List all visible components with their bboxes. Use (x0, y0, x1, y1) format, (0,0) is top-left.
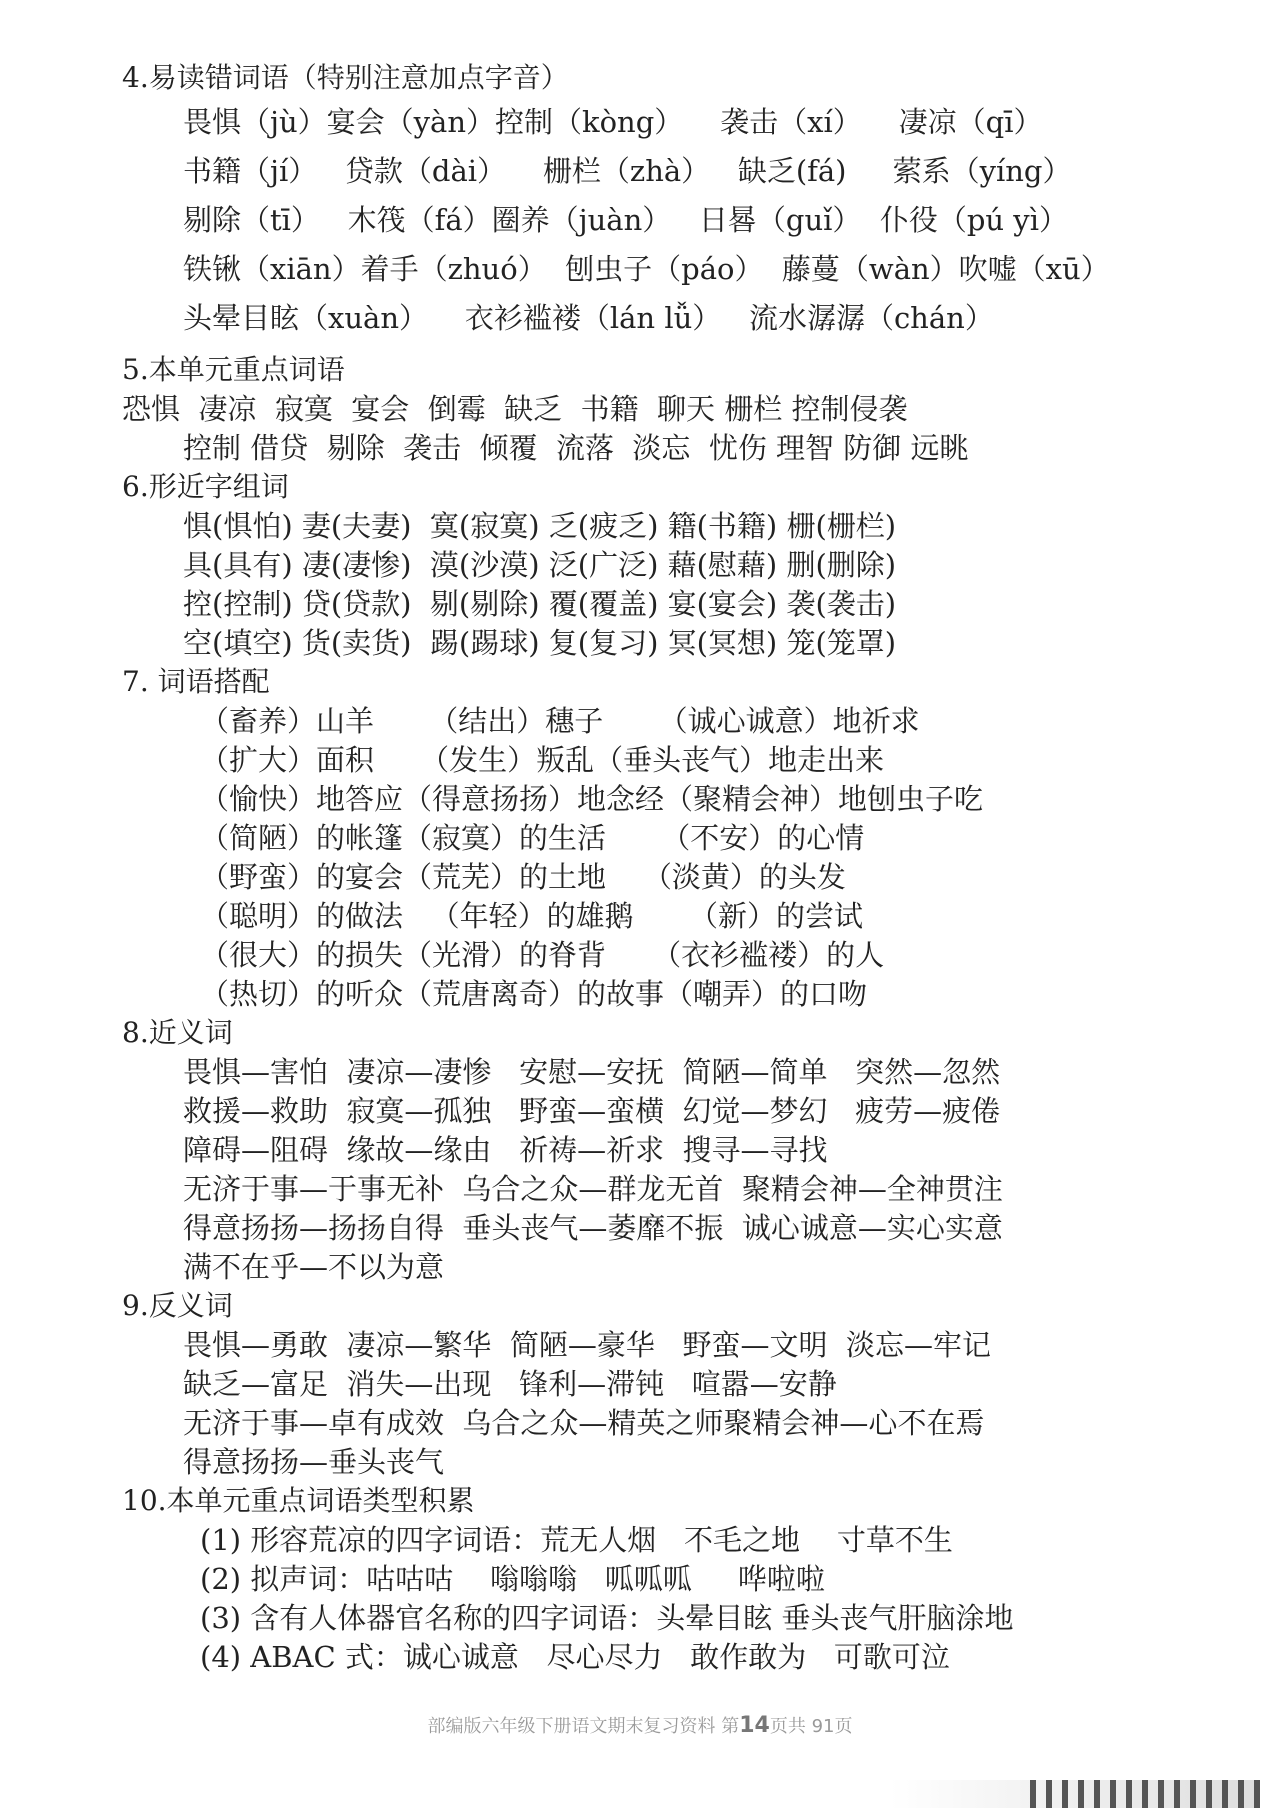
text-line-s4-5: 头晕目眩（xuàn） 衣衫褴褛（lán lǚ） 流水潺潺（chán） (183, 301, 994, 335)
section-heading-s4-0: 4.易读错词语（特别注意加点字音） (122, 61, 569, 94)
text-line-s8-3: 障碍—阻碍 缘故—缘由 祈祷—祈求 搜寻—寻找 (183, 1133, 828, 1167)
text-line-s10-1: (1) 形容荒凉的四字词语：荒无人烟 不毛之地 寸草不生 (200, 1523, 953, 1557)
section-heading-s10-0: 10.本单元重点词语类型积累 (122, 1484, 475, 1517)
text-line-s7-6: （聪明）的做法 （年轻）的雄鹅 （新）的尝试 (200, 899, 863, 933)
text-line-s8-5: 得意扬扬—扬扬自得 垂头丧气—萎靡不振 诚心诚意—实心实意 (183, 1211, 1003, 1245)
text-line-s9-4: 得意扬扬—垂头丧气 (183, 1445, 445, 1479)
footer-prefix: 部编版六年级下册语文期末复习资料 第 (427, 1716, 740, 1737)
section-heading-s7-0: 7. 词语搭配 (122, 665, 270, 698)
text-line-s9-3: 无济于事—卓有成效 乌合之众—精英之师聚精会神—心不在焉 (183, 1406, 985, 1440)
text-line-s9-2: 缺乏—富足 消失—出现 锋利—滞钝 喧嚣—安静 (183, 1367, 837, 1401)
text-line-s7-8: （热切）的听众（荒唐离奇）的故事（嘲弄）的口吻 (200, 977, 868, 1011)
text-line-s4-2: 书籍（jí） 贷款（dài） 栅栏（zhà） 缺乏(fá) 萦系（yíng） (183, 154, 1072, 188)
section-heading-s5-0: 5.本单元重点词语 (122, 353, 345, 386)
text-line-s6-3: 控(控制) 贷(贷款) 剔(剔除) 覆(覆盖) 宴(宴会) 袭(袭击) (183, 587, 897, 621)
text-line-s4-3: 剔除（tī） 木筏（fá）圈养（juàn） 日晷（guǐ） 仆役（pú yì） (183, 203, 1068, 237)
text-line-s4-1: 畏惧（jù）宴会（yàn）控制（kòng） 袭击（xí） 凄凉（qī） (183, 105, 1043, 139)
text-line-s8-2: 救援—救助 寂寞—孤独 野蛮—蛮横 幻觉—梦幻 疲劳—疲倦 (183, 1094, 1001, 1128)
text-line-s7-7: （很大）的损失（光滑）的脊背 （衣衫褴褛）的人 (200, 938, 885, 972)
text-line-s9-1: 畏惧—勇敢 凄凉—繁华 简陋—豪华 野蛮—文明 淡忘—牢记 (183, 1328, 991, 1362)
footer-page-number: 14 (739, 1713, 770, 1738)
page-footer (0, 1712, 1280, 1738)
text-line-s8-1: 畏惧—害怕 凄凉—凄惨 安慰—安抚 简陋—简单 突然—忽然 (183, 1055, 1001, 1089)
text-line-s8-6: 满不在乎—不以为意 (183, 1250, 445, 1284)
text-line-s6-1: 惧(惧怕) 妻(夫妻) 寞(寂寞) 乏(疲乏) 籍(书籍) 栅(栅栏) (183, 509, 897, 543)
section-heading-s8-0: 8.近义词 (122, 1016, 233, 1049)
text-line-s10-3: (3) 含有人体器官名称的四字词语：头晕目眩 垂头丧气肝脑涂地 (200, 1601, 1014, 1635)
section-heading-s6-0: 6.形近字组词 (122, 470, 289, 503)
section-heading-s9-0: 9.反义词 (122, 1289, 233, 1322)
text-line-s7-5: （野蛮）的宴会（荒芜）的土地 （淡黄）的头发 (200, 860, 846, 894)
text-line-s10-4: (4) ABAC 式：诚心诚意 尽心尽力 敢作敢为 可歌可泣 (200, 1640, 950, 1674)
text-line-s6-2: 具(具有) 凄(凄惨) 漠(沙漠) 泛(广泛) 藉(慰藉) 删(删除) (183, 548, 897, 582)
text-line-s8-4: 无济于事—于事无补 乌合之众—群龙无首 聚精会神—全神贯注 (183, 1172, 1003, 1206)
text-line-s7-2: （扩大）面积 （发生）叛乱（垂头丧气）地走出来 (200, 743, 885, 777)
footer-suffix: 页共 91页 (769, 1716, 853, 1737)
text-line-s5-1: 恐惧 凄凉 寂寞 宴会 倒霉 缺乏 书籍 聊天 栅栏 控制侵袭 (122, 392, 908, 426)
text-line-s7-3: （愉快）地答应（得意扬扬）地念经（聚精会神）地刨虫子吃 (200, 782, 984, 816)
text-line-s6-4: 空(填空) 货(卖货) 踢(踢球) 复(复习) 冥(冥想) 笼(笼罩) (183, 626, 897, 660)
text-line-s5-2: 控制 借贷 剔除 袭击 倾覆 流落 淡忘 忧伤 理智 防御 远眺 (183, 431, 969, 465)
text-line-s7-1: （畜养）山羊 （结出）穗子 （诚心诚意）地祈求 (200, 704, 920, 738)
text-line-s10-2: (2) 拟声词：咕咕咕 嗡嗡嗡 呱呱呱 哗啦啦 (200, 1562, 825, 1596)
text-line-s7-4: （简陋）的帐篷（寂寞）的生活 （不安）的心情 (200, 821, 865, 855)
text-line-s4-4: 铁锹（xiān）着手（zhuó） 刨虫子（páo） 藤蔓（wàn）吹嘘（xū） (183, 252, 1110, 286)
bottom-bars-decoration (1030, 1780, 1260, 1808)
